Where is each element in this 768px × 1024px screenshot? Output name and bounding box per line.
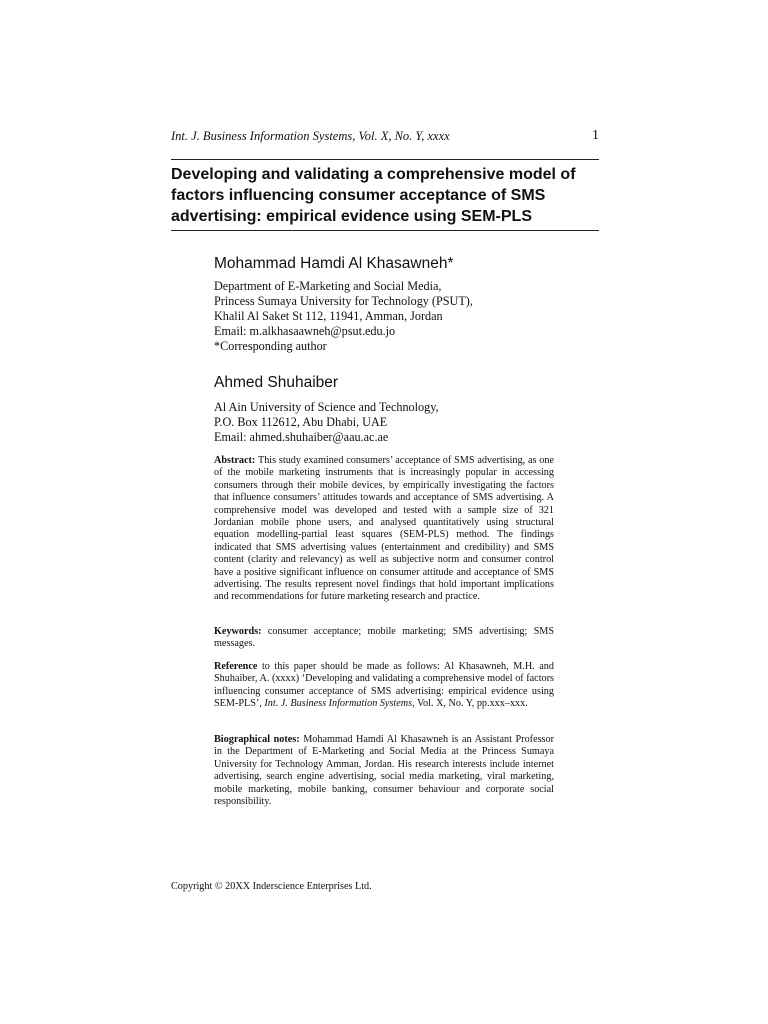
biographical-notes xyxy=(214,734,554,808)
reference-journal: Int. J. Business Information Systems xyxy=(264,698,413,710)
affiliation-line: Princess Sumaya University for Technology (PSUT), xyxy=(214,294,473,308)
reference-label: Reference xyxy=(214,661,258,672)
copyright-notice: Copyright © 20XX Inderscience Enterprises Ltd. xyxy=(171,881,372,892)
corresponding-author-note: *Corresponding author xyxy=(214,339,327,353)
author-name: Ahmed Shuhaiber xyxy=(214,374,339,391)
bio-text: Mohammad Hamdi Al Khasawneh is an Assistant Professor in the Department of E-Marketing and Social Media at the Princess Sumaya University for Technology Amman, Jordan. His research interests include internet advertising, search engine advertising, social media marketing, viral marketing, mobile marketing, mobile banking, consumer behaviour and corporate social responsibility. xyxy=(214,734,554,808)
keywords-text: consumer acceptance; mobile marketing; SMS advertising; SMS messages. xyxy=(214,626,554,650)
affiliation-line: Khalil Al Saket St 112, 11941, Amman, Jordan xyxy=(214,309,443,323)
citation-reference xyxy=(214,661,554,711)
affiliation-line: Department of E-Marketing and Social Media, xyxy=(214,279,442,293)
title-rule-top xyxy=(171,159,599,160)
reference-text: to this paper should be made as follows: Al Khasawneh, M.H. and Shuhaiber, A. (xxxx) ‘Developing and validating a comprehensive model of factors influencing consumer acceptance of SMS advertising: empirical evidence using SEM-PLS’, xyxy=(214,661,554,710)
reference-text-end: , Vol. X, No. Y, pp.xxx–xxx. xyxy=(412,698,528,710)
author-affiliation xyxy=(214,279,473,354)
affiliation-line: P.O. Box 112612, Abu Dhabi, UAE xyxy=(214,415,388,429)
journal-citation: Int. J. Business Information Systems, Vol. X, No. Y, xxxx xyxy=(171,129,450,143)
abstract-text: This study examined consumers’ acceptance of SMS advertising, as one of the mobile marketing instruments that is increasingly popular in accessing consumers through their mobile devices, by empirically investigating the factors that influence consumers’ attitudes towards and acceptance of SMS advertising. A comprehensive model was developed and tested with a sample size of 321 Jordanian mobile phone users, and analysed quantitatively using structural equation modelling-partial least squares (SEM-PLS) method. The findings indicated that SMS advertising values (entertainment and credibility) and SMS content (clarity and relevancy) as well as subjective norm and consumer control have a positive significant influence on consumer attitude and acceptance of SMS advertising. The results represent novel findings that hold important implications and recommendations for future marketing research and practice. xyxy=(214,455,554,603)
bio-label: Biographical notes: xyxy=(214,734,300,745)
paper-title: Developing and validating a comprehensive model of factors influencing consumer acceptance of SMS advertising: empirical evidence using SEM-PLS xyxy=(171,166,576,225)
page-number: 1 xyxy=(592,128,599,143)
affiliation-line: Al Ain University of Science and Technology, xyxy=(214,400,439,414)
author-name: Mohammad Hamdi Al Khasawneh* xyxy=(214,255,454,272)
keywords xyxy=(214,626,554,651)
title-rule-bottom xyxy=(171,230,599,231)
author-email: Email: ahmed.shuhaiber@aau.ac.ae xyxy=(214,430,389,444)
author-email: Email: m.alkhasaawneh@psut.edu.jo xyxy=(214,324,396,338)
abstract xyxy=(214,455,554,604)
abstract-label: Abstract: xyxy=(214,455,256,466)
keywords-label: Keywords: xyxy=(214,626,262,637)
running-header xyxy=(171,129,599,149)
author-affiliation xyxy=(214,400,439,445)
